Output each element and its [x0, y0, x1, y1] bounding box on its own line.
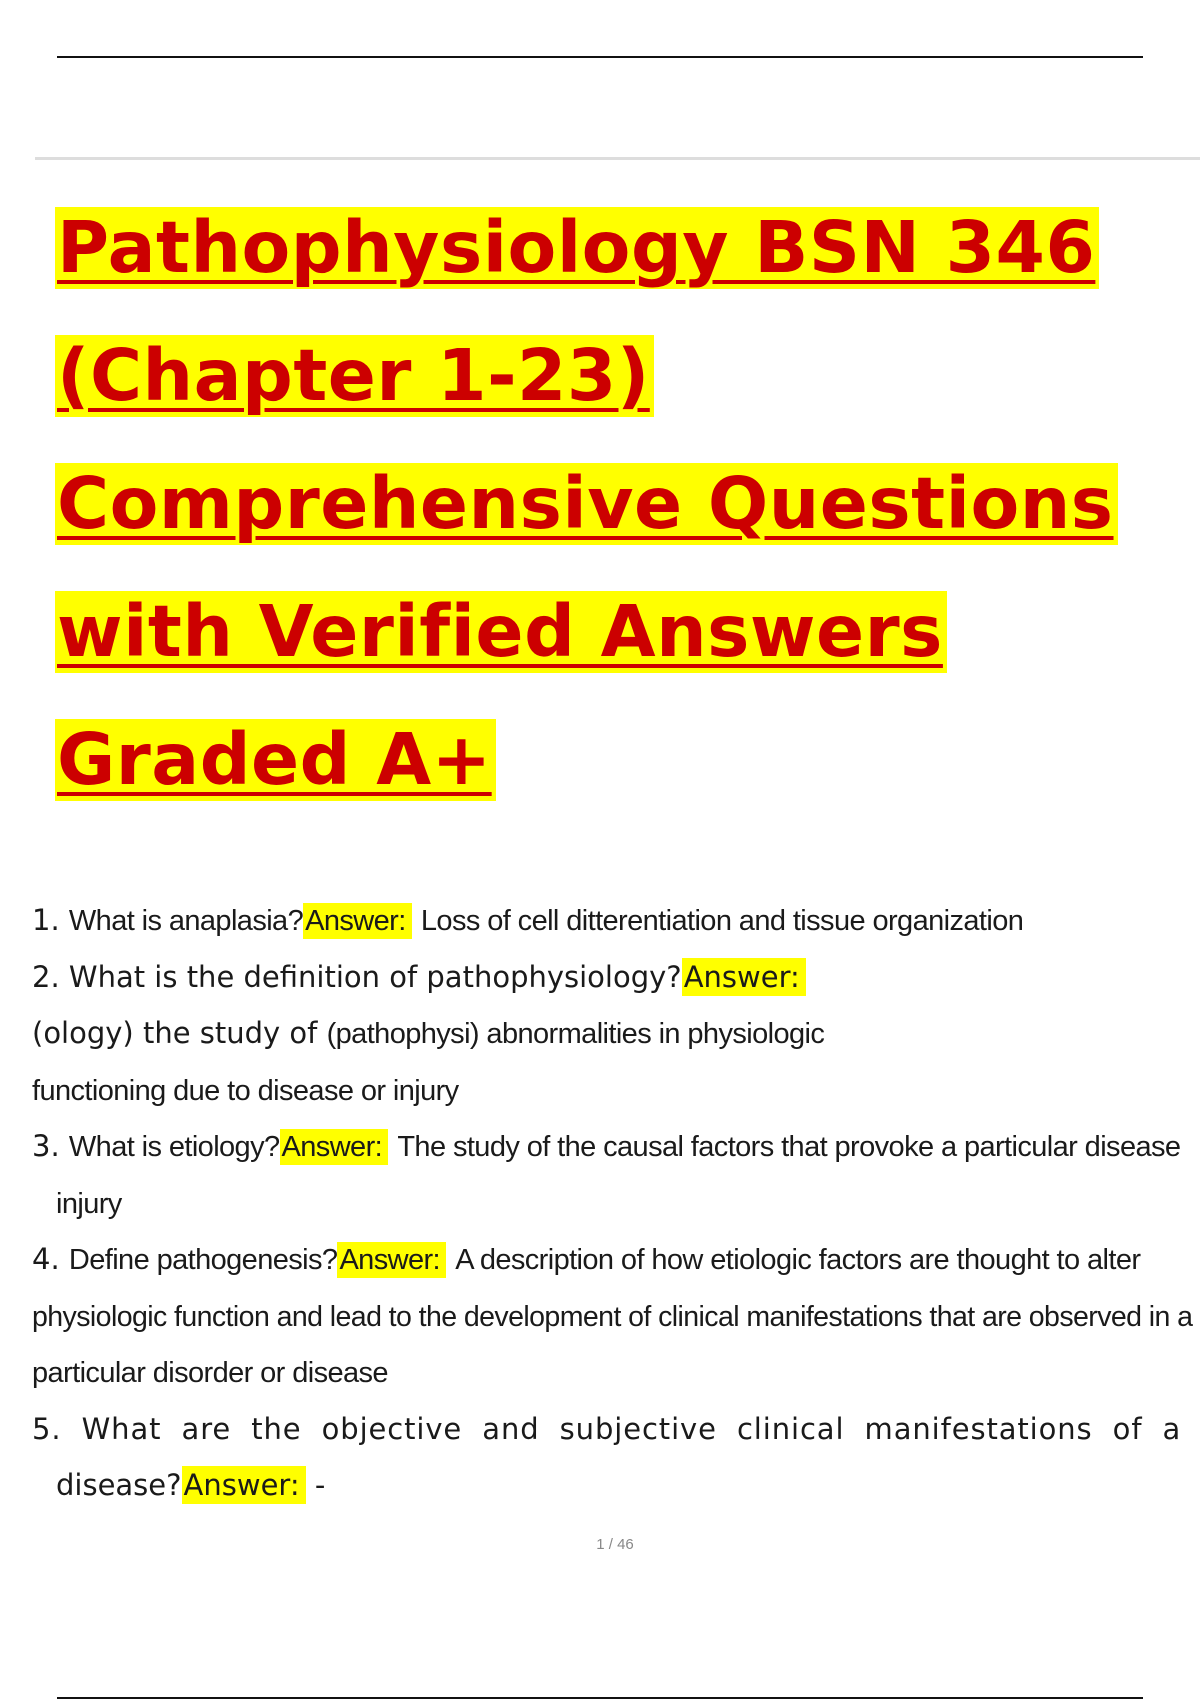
- answer-line: [32, 1344, 1192, 1401]
- document-title: [55, 207, 1175, 847]
- question-text: disease?: [56, 1468, 182, 1502]
- question-text: Define pathogenesis?: [68, 1244, 338, 1276]
- answer-line: [32, 1288, 1193, 1345]
- answer-text: (pathophysi) abnormalities in physiologic: [326, 1018, 825, 1050]
- question-number: 5.: [32, 1411, 62, 1446]
- question-number: 4.: [32, 1242, 60, 1276]
- header-divider: [35, 157, 1200, 160]
- title-line-2: (Chapter 1-23): [55, 335, 654, 417]
- question-text: What is the definition of pathophysiology?: [68, 959, 682, 994]
- title-line-4: with Verified Answers: [55, 591, 947, 673]
- question-text: What is etiology?: [68, 1131, 280, 1163]
- answer-line: [32, 1005, 1192, 1062]
- question-number: 1.: [32, 903, 60, 937]
- question-text: What are the objective and subjective clinical manifestations of a: [81, 1411, 1182, 1446]
- answer-text: -: [314, 1468, 326, 1502]
- title-line-5: Graded A+: [55, 719, 496, 801]
- question-item-4: [32, 1231, 1192, 1288]
- answer-text: physiologic function and lead to the development of clinical manifestations that are observed in a: [32, 1300, 1193, 1333]
- answer-line: [32, 1175, 1192, 1232]
- question-continuation: [32, 1457, 1192, 1514]
- answer-text: Loss of cell ditterentiation and tissue organization: [420, 905, 1024, 937]
- answer-text: A description of how etiologic factors are thought to alter: [455, 1244, 1141, 1276]
- answer-label: Answer:: [337, 1242, 446, 1278]
- answer-text: injury: [56, 1187, 122, 1220]
- question-item-3: [32, 1118, 1192, 1175]
- question-number: 2.: [32, 959, 60, 994]
- bottom-rule: [57, 1697, 1143, 1699]
- question-text: What is anaplasia?: [68, 905, 304, 937]
- question-number: 3.: [32, 1129, 60, 1163]
- question-item-5: [32, 1401, 1192, 1458]
- answer-text: The study of the causal factors that provoke a particular disease: [397, 1131, 1181, 1163]
- answer-line: [32, 1062, 1192, 1119]
- answer-text: functioning due to disease or injury: [32, 1074, 459, 1107]
- question-item-2: [32, 949, 1192, 1006]
- title-line-3: Comprehensive Questions: [55, 463, 1118, 545]
- title-line-1: Pathophysiology BSN 346: [55, 207, 1099, 289]
- answer-label: Answer:: [182, 1466, 306, 1504]
- answer-label: Answer:: [280, 1129, 389, 1165]
- page-indicator: 1 / 46: [596, 1536, 634, 1553]
- question-list: [32, 892, 1192, 1514]
- top-rule: [57, 56, 1143, 58]
- question-item-1: [32, 892, 1192, 949]
- answer-text: (ology) the study of: [32, 1016, 318, 1050]
- answer-label: Answer:: [682, 958, 806, 996]
- answer-text: particular disorder or disease: [32, 1357, 388, 1389]
- answer-label: Answer:: [303, 903, 412, 939]
